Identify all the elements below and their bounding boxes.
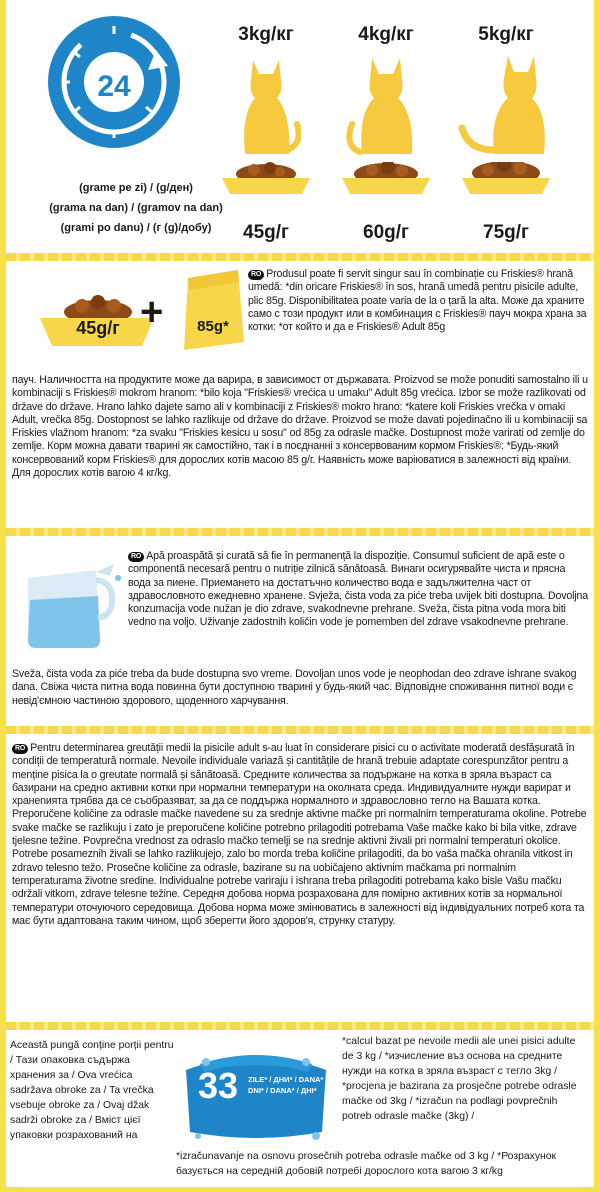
cat-silhouette-icon	[231, 54, 301, 158]
portions-number: 33	[198, 1065, 239, 1106]
plus-sign: +	[140, 290, 164, 334]
portions-per-pack-text: Această pungă conține porții pentru / Тази опаковка съдържа хранения за / Ova vrećica sadržava obroke za / Ta vrečka vsebuje obroke za / Ovaj džak sadrži obroke za / Вміст цієї упаковки розрахований на	[10, 1040, 174, 1141]
water-text-intro	[128, 550, 588, 630]
cat-weight: 5kg/кг	[478, 24, 534, 45]
food-bowl-icon	[218, 162, 314, 198]
cat-weight: 3kg/кг	[238, 24, 294, 45]
portions-units-line: ZILE* / ДНИ* / DANA*	[248, 1075, 324, 1084]
language-badge-icon: RO	[12, 744, 28, 754]
portions-footnote-continued: *izračunavanje na osnovu prosečnih potreba odrasle mačke od 3 kg / *Розрахунок базується на середній добовій потребі дорослого кота вагою 3 кг/kg	[176, 1151, 557, 1177]
combination-text-part: Produsul poate fi servit singur sau în combinație cu Friskies® hrană umedă: *din oricare Friskies® în sos, hrană umedă pentru pisicile adulte, plic 85g. Disponibilitatea poate varia de la o țară la alta. Може да храните само с този продукт или в комбинация с Friskies® пауч мокра храна за котки: *от който и да е Friskies® Adult 85g	[248, 268, 587, 334]
portion-small: 45g/г	[243, 222, 289, 243]
cat-silhouette-icon	[346, 54, 426, 158]
dry-portion: 45g/г	[76, 318, 120, 338]
water-text-continued: Sveža, čista voda za piće treba da bude dostupna svo vreme. Dovoljan unos vode je neophodan deo zdrave ishrane svakog dana. Свіжа чиста питна вода повинна бути доступною тварині у будь-який час. Відповідне споживання питної води є невід'ємною частиною здорового, щоденного харчування.	[12, 668, 577, 707]
cat-silhouette-icon	[458, 54, 554, 158]
cat-column-large	[446, 24, 566, 198]
daily-label: (grami po danu) / (г (g)/добу)	[60, 222, 212, 234]
water-text-part: Apă proaspătă și curată să fie în permanență la dispoziție. Consumul suficient de apă este o componentă necesară pentru o nutriție zilnică sănătoasă. Винаги осигурявайте чиста и прясна вода за пиене. Приемането на достатъчно количество вода е задължителна част от здравословното ежедневно хранене. Svježa, čista voda za piće treba uvijek biti dostupna. Dovoljna konzumacija vode nužan je dio zdrave, svakodnevne prehrane. Sveža, čista pitna voda mora biti vedno na voljo. Uživanje zadostnih količin vode je pomemben del zdrave vsakodnevne prehrane.	[128, 550, 588, 629]
language-badge-icon: RO	[248, 270, 264, 280]
cat-column-small	[206, 24, 326, 198]
section-divider	[6, 528, 594, 536]
section-divider	[6, 253, 594, 261]
wet-food-pouch-icon	[180, 268, 246, 352]
average-amount-body: Pentru determinarea greutății medii la pisicile adult s-au luat în considerare pisici cu o activitate moderată desfășurată în condiții de temperatură normale. Nevoile individuale variază și cantitățile de hrană trebuie adaptate corespunzător pentru a menține pisica la o greutate normală și sănătoasă. Средните количества за подържане на котка в зряла възраст са базирани на средно активни котки при нормални температури на околната среда. Индивидуалните нужди варират и хранenията трябва да се съобразяват, за да се поддържа нормалното и здравословно тегло на Вашата котка. Preporučene količine za odrasle mačke navedene su za srednje aktivne mačke pri normalnim temperaturama okoline. Potrebe svake mačke se razlikuju i zato je preporučene količine potrebno prilagoditi potrebama Vaše mačke kako bi bila vitke, zdrave tjelesne težine. Povprečna vrednost za odraslo mačko temelji se na srednje aktivni živali pri normalni temperaturi okolice. Potrebe posameznih živali se lahko razlikujejo, zalo bo morda treba količine prilagoditi, da bo vaša mačka ohranila vitkost in zdravo telesno težo. Prosečne količine za odrasle, bazirane su na uobičajeno aktivnim mačkama pri normalnim temperaturama životne sredine. Individualne potrebe variraju i ishrana treba prilagoditi potrebama kako bisle Vašu mačku održali vitkom, zdrave telesne težine. Середня добова норма розрахована для помірно активних котів за нормальної температури оточуючого середовища. Добова норма може змінюватись в залежності від індивідуальних потреб кота та має бути адаптована таким чином, щоб зберегти його здоров'я, струнку статуру.	[12, 742, 587, 927]
bottom-border	[0, 1187, 600, 1192]
combination-text-intro	[248, 268, 588, 334]
section-divider	[6, 1022, 594, 1030]
food-bowl-icon	[338, 162, 434, 198]
food-bowl-icon	[458, 162, 554, 198]
right-border	[594, 0, 600, 1192]
clock-number: 24	[97, 70, 131, 103]
cat-column-medium	[326, 24, 446, 198]
average-amount-text	[12, 742, 588, 928]
daily-label: (grame pe zi) / (g/ден)	[79, 182, 193, 194]
combination-text-continued: пауч. Наличността на продуктите може да варира, в зависимост от държавата. Proizvod se može ponuditi samostalno ili u kombinaciji s Friskies® mokrom hranom: *bilo koja "Friskies® vrećica u umaku" Adult 85g vrećica. Izbor se može razlikovati od države do države. Hrano lahko dajete samo ali v kombinaciji z Friskies® mokro hrano: *katere koli Friskies vrečka v omaki Adult, vrečka 85g. Dostopnost se lahko razlikuje od države do države. Proizvod se može davati pojedinačno ili u kombinaciji sa Friskies vlažnom hranom: *za svaku "Friskies kesicu u sosu" od 85g za odrasle mačke. Dostupnost može varirati od zemlje do zemlje. Корм можна давати тварині як самостійно, так і в поєднанні з консервованим кормом Friskies®: *Будь-який консервований корм Friskies® для дорослих котів масою 85 g/г. Наявність може варіюватися в залежності від країни. Для дорослих котів вагою 4 кг/kg.	[12, 374, 588, 480]
portions-footnote: *calcul bazat pe nevoile medii ale unei pisici adulte de 3 kg / *изчисление въз основа на средните нужди на котка в зряла възраст с тегло 3kg / *procjena je bazirana za prosječne potrebe odrasle mačke od 3kg / *izračun na podlagi povprečnih potreb odrasle mačke (3kg) /	[342, 1036, 577, 1122]
section-divider	[6, 726, 594, 734]
portion-large: 75g/г	[483, 222, 529, 243]
portions-units-line: DNI* / DANA* / ДНІ*	[248, 1086, 317, 1095]
portion-medium: 60g/г	[363, 222, 409, 243]
cat-weight: 4kg/кг	[358, 24, 414, 45]
daily-label: (grama na dan) / (gramov na dan)	[49, 202, 223, 214]
language-badge-icon: RO	[128, 552, 144, 562]
portions-units	[248, 1074, 328, 1096]
wet-portion: 85g*	[197, 318, 229, 335]
left-border	[0, 0, 6, 1192]
water-jug-icon	[14, 552, 124, 652]
